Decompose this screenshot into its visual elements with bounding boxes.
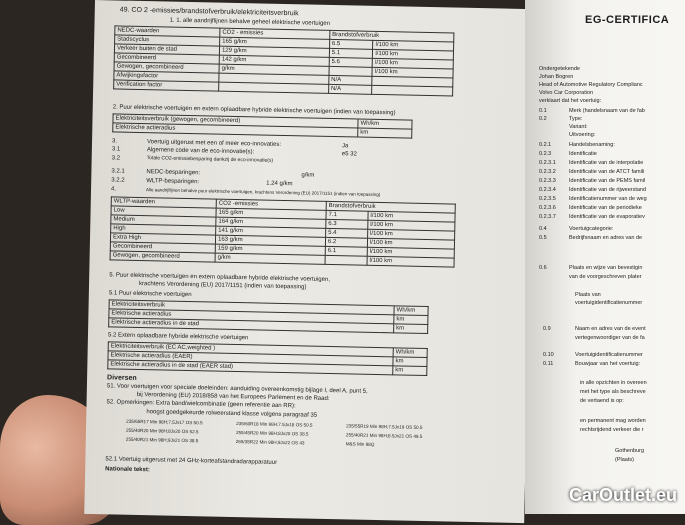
cert-num: 0.9 (543, 326, 551, 332)
tyre-spec: 255/40R20 Min 98H;8Jx20 OS 52.5 (125, 427, 199, 435)
item-num: 3.2 (111, 155, 121, 162)
cert-label: rechtsrijdend verkeer die r (580, 427, 644, 433)
cert-num: 0.2.3 (539, 151, 552, 157)
item-value: 1.24 g/km (266, 180, 293, 188)
nedc-cell: Stadscyclus (115, 35, 220, 46)
tyre-spec: 255/45R20 Min 98H;8Jx20 OS 38.5 (235, 430, 309, 437)
nedc-cell: l/100 km (373, 49, 454, 60)
item-value: Ja (341, 143, 349, 150)
wltp-cell: Extra High (110, 233, 215, 244)
item-text: Voertuig uitgerust met een of meer eco-innovaties: (146, 139, 282, 148)
item-text: WLTP-besparingen: (146, 178, 200, 186)
remark-51b: bij Verordening (EU) 2018/858 van het Europees Parlement en de Raad: (136, 391, 330, 402)
nedc-cell: 5.1 (329, 48, 373, 58)
tyre-spec: 255/40R21 Min 98H;9Jx21 OS 38.5 (125, 436, 199, 444)
cert-label: Plaats van (575, 292, 601, 298)
wltp-cell: Low (111, 206, 216, 217)
section-51: 5.1 Puur elektrische voertuigen (108, 290, 192, 299)
cert-num: 0.4 (539, 226, 547, 232)
cert-label: Bouwjaar van het voertuig: (575, 361, 641, 367)
wltp-header: WLTP-waarden (111, 197, 216, 208)
cert-line: Ondergetekende (539, 66, 580, 72)
cert-label: Identificatie van de interpolatie (569, 160, 644, 166)
wltp-cell: 164 g/km (216, 217, 326, 228)
cert-line: verklaart dat het voertuig: (539, 98, 602, 104)
tyre-spec: 235/55R19 Min 98H;7.5Jx19 OS 50.5 (346, 423, 423, 430)
elec-table-1 (112, 113, 412, 138)
elec-unit: km (393, 357, 427, 367)
wltp-cell: l/100 km (367, 256, 454, 267)
cert-label: de vertaend is op: (580, 398, 624, 404)
cert-label: Identificatie van de ATCT famili (569, 169, 645, 175)
nedc-cell: N/A (328, 84, 372, 94)
nedc-cell: 6.5 (329, 39, 373, 49)
section-5: 5. Puur elektrische voertuigen en extern oplaadbare hybride elektrische voertuigen, (109, 272, 331, 283)
cert-label: Merk (handelsnaam van de fab (569, 108, 645, 114)
section-2: 2. Puur elektrische voertuigen en extern oplaadbare hybride elektrische voertuigen (indien van toepassing) (112, 104, 396, 117)
elec-cell: Elektriciteitsverbruik (gewogen, gecombineerd) (113, 114, 358, 128)
national-text: Nationale tekst: (105, 466, 150, 474)
cert-label: Identificatie van de rijweerstand (569, 187, 647, 193)
item-num: 3.2.2 (111, 177, 125, 184)
elec-table-2 (108, 299, 429, 334)
cert-line: Head of Automotive Regulatory Complianc (539, 82, 643, 88)
cert-label: Plaats en wijze van bevestigin (569, 265, 643, 271)
nedc-cell (219, 82, 329, 93)
item-num: 3. (111, 138, 118, 145)
nedc-cell: 165 g/km (220, 37, 330, 48)
elec-cell: Elektrische actieradius in de stad (EAER stad) (108, 360, 393, 375)
nedc-cell: 5.6 (329, 57, 373, 67)
wltp-cell: 7.1 (326, 210, 368, 220)
nedc-header: CO2 - emissies (220, 28, 330, 39)
tyre-spec: 235/60R18 Min 98H;7.5Jx18 OS 50.5 (236, 421, 313, 428)
tyre-spec: 255/40R21 Min 98H;8.5Jx21 OS 49.5 (345, 432, 423, 439)
cert-num: 0.2.3.4 (539, 187, 556, 193)
wltp-header: CO2 -emissies (216, 199, 326, 210)
cert-label: (Plaats) (615, 457, 634, 463)
item-text: Algemene code van de eco-innovatie(s): (146, 147, 255, 156)
cert-num: 0.2.3.1 (539, 160, 556, 166)
remark-52b: hoogst goedgekeurde rolweerstand klasse volgens paragraaf 35 (146, 409, 318, 419)
nedc-cell: l/100 km (373, 40, 454, 51)
elec-unit: Wh/km (358, 119, 412, 129)
subheading: 1. 1. alle aandrijflijnen behalve geheel elektrische voertuigen (169, 17, 331, 27)
cert-label: Naam en adres van de event (575, 326, 646, 332)
item-num: 3.2.1 (111, 168, 125, 175)
wltp-cell: l/100 km (367, 247, 454, 258)
wltp-header: Brandstofverbruik (326, 201, 455, 213)
wltp-cell: 163 g/km (215, 235, 325, 246)
wltp-cell: Gecombineerd (110, 242, 215, 253)
cert-label: Bedrijfsnaam en adres van de (569, 235, 643, 241)
section-52: 5.2 Extern oplaadbare hybride elektrische voertuigen (107, 332, 249, 342)
elec-cell: Elektrische actieradius in de stad (109, 318, 394, 333)
diversen-heading: Diversen (107, 374, 137, 382)
nedc-cell: Verkeer buiten de stad (114, 44, 219, 55)
wltp-cell: Gewogen, gecombineerd (110, 251, 215, 262)
cert-label: Type: (569, 116, 583, 122)
cert-label: van de voorgeschreven plater (569, 274, 642, 280)
elec-table-3 (107, 341, 428, 376)
certificate-title: EG-CERTIFICA (585, 14, 670, 26)
nedc-cell: Afwijkingsfactor (114, 71, 219, 82)
section-heading: 49. CO 2 -emissies/brandstofverbruik/elektriciteitsverbruik (119, 6, 299, 18)
tyre-spec: 235/65R17 Min 98H;7.5Jx17 OS 50.5 (126, 418, 203, 426)
wltp-cell: 5.4 (326, 228, 368, 238)
wltp-cell: l/100 km (367, 229, 454, 240)
wltp-cell: 6.3 (326, 219, 368, 229)
nedc-table (113, 25, 454, 96)
cert-label: voertuigidentificatienummer (575, 300, 643, 306)
item-num: 4. (110, 186, 117, 193)
cert-num: 0.2.3.5 (539, 196, 556, 202)
nedc-cell: l/100 km (372, 67, 453, 78)
wltp-cell: 6.2 (325, 237, 367, 247)
cert-label: Identificatie van de PEMS famil (569, 178, 646, 184)
elec-unit: Wh/km (393, 348, 427, 358)
tyre-spec: M&S Min 98Q (345, 441, 375, 447)
wltp-cell: 141 g/km (216, 226, 326, 237)
elec-unit: km (394, 315, 428, 325)
nedc-cell: N/A (329, 75, 373, 85)
nedc-cell: Gewogen, gecombineerd (114, 62, 219, 73)
wltp-cell: l/100 km (367, 238, 454, 249)
tyre-spec: 265/35R22 Min 98H;9Jx22 OS 43 (235, 439, 305, 446)
cert-label: Uitvoering: (569, 132, 596, 138)
cert-num: 0.2.3.6 (539, 205, 556, 211)
elec-cell: Elektrische actieradius (EAER) (108, 351, 393, 366)
cert-num: 0.6 (539, 265, 547, 271)
nedc-cell: g/km (219, 64, 329, 75)
wltp-cell: 6.1 (325, 246, 367, 256)
cert-label: Voertuigidentificatienummer (575, 352, 643, 358)
cert-label: Handelsbenaming: (569, 142, 615, 148)
wltp-cell: l/100 km (368, 211, 455, 222)
wltp-cell: 159 g/km (215, 244, 325, 255)
elec-unit: Wh/km (394, 306, 428, 316)
wltp-cell: g/km (215, 253, 325, 264)
cert-num: 0.11 (543, 361, 554, 367)
certificate-page (525, 0, 685, 514)
cert-line: Volvo Car Corporation (539, 90, 594, 96)
nedc-cell: l/100 km (373, 58, 454, 69)
elec-unit: km (394, 324, 428, 334)
cert-num: 0.2.3.3 (539, 178, 556, 184)
cert-label: met het type als beschreve (580, 389, 646, 395)
item-value: g/km (301, 172, 315, 179)
nedc-header: NEDC-waarden (115, 26, 220, 37)
elec-unit: km (393, 366, 427, 376)
item-text: Alle aandrijflijnen behalve puur elektrische voertuigen, krachtens Verordening (EU) 2017/1151 (indien van toepassing) (145, 187, 381, 198)
cert-label: Identificatienummer van de weg (569, 196, 647, 202)
cert-label: Variant: (569, 124, 588, 130)
remark-51: 51. Voor voertuigen voor speciale doeleinden: aanduiding overeenkomstig bijlage I, deel A, punt 5, (106, 383, 368, 395)
wltp-cell: Medium (111, 215, 216, 226)
item-text: NEDC-besparingen: (146, 169, 201, 177)
cert-label: Identificatie (569, 151, 597, 157)
elec-unit: km (358, 128, 412, 138)
cert-line: Johan Bogren (539, 74, 574, 80)
cert-label: vertegenwoordiger van de fa (575, 335, 645, 341)
nedc-cell: 129 g/km (219, 46, 329, 57)
cert-label: Identificatie van de evaporatiev (569, 214, 645, 220)
wltp-cell: High (111, 224, 216, 235)
cert-label: Gothenburg (615, 448, 645, 454)
cert-num: 0.5 (539, 235, 547, 241)
remark-521: 52.1 Voertuig uitgerust met 24 GHz-korteafstandradarapparatuur (105, 456, 278, 466)
nedc-cell: Verification factor (114, 80, 219, 91)
cert-num: 0.2.1 (539, 142, 552, 148)
cert-label: Identificatie van de periodieke (569, 205, 642, 211)
cert-label: Voertuigcategorie: (569, 226, 614, 232)
cert-num: 0.2.3.2 (539, 169, 556, 175)
document-page (84, 0, 535, 523)
cert-num: 0.1 (539, 108, 547, 114)
item-value: e5 32 (341, 151, 357, 158)
wltp-table (110, 196, 456, 267)
elec-cell: Elektriciteitsverbruik (109, 300, 394, 315)
item-text: Totale CO2-emissiebesparing dankzij de eco-innovatie(s) (146, 155, 274, 164)
watermark-logo: CarOutlet.eu (568, 485, 677, 505)
elec-cell: Elektriciteitsverbruik (EC AC,weighted ) (108, 342, 393, 357)
wltp-cell: l/100 km (368, 220, 455, 231)
cert-label: en permanent mag worden (580, 418, 646, 424)
remark-52: 52. Opmerkingen: Extra band/wielcombinatie (geen referentie aan RR): (106, 399, 296, 410)
item-num: 3.1 (111, 146, 121, 153)
cert-label: in alle opzichten in overeen (580, 380, 647, 386)
elec-cell: Elektrische actieradius (109, 309, 394, 324)
section-5b: krachtens Verordening (EU) 2017/1151 (indien van toepassing) (138, 280, 307, 291)
cert-num: 0.10 (543, 352, 554, 358)
wltp-cell: 165 g/km (216, 208, 326, 219)
elec-cell: Elektrische actieradius (113, 123, 358, 137)
cert-num: 0.2 (539, 116, 547, 122)
cert-num: 0.2.3.7 (539, 214, 556, 220)
nedc-cell: 142 g/km (219, 55, 329, 66)
nedc-cell (372, 85, 453, 96)
nedc-header: Brandstofverbruik (330, 30, 454, 42)
nedc-cell: Gecombineerd (114, 53, 219, 64)
wltp-cell (325, 255, 367, 265)
